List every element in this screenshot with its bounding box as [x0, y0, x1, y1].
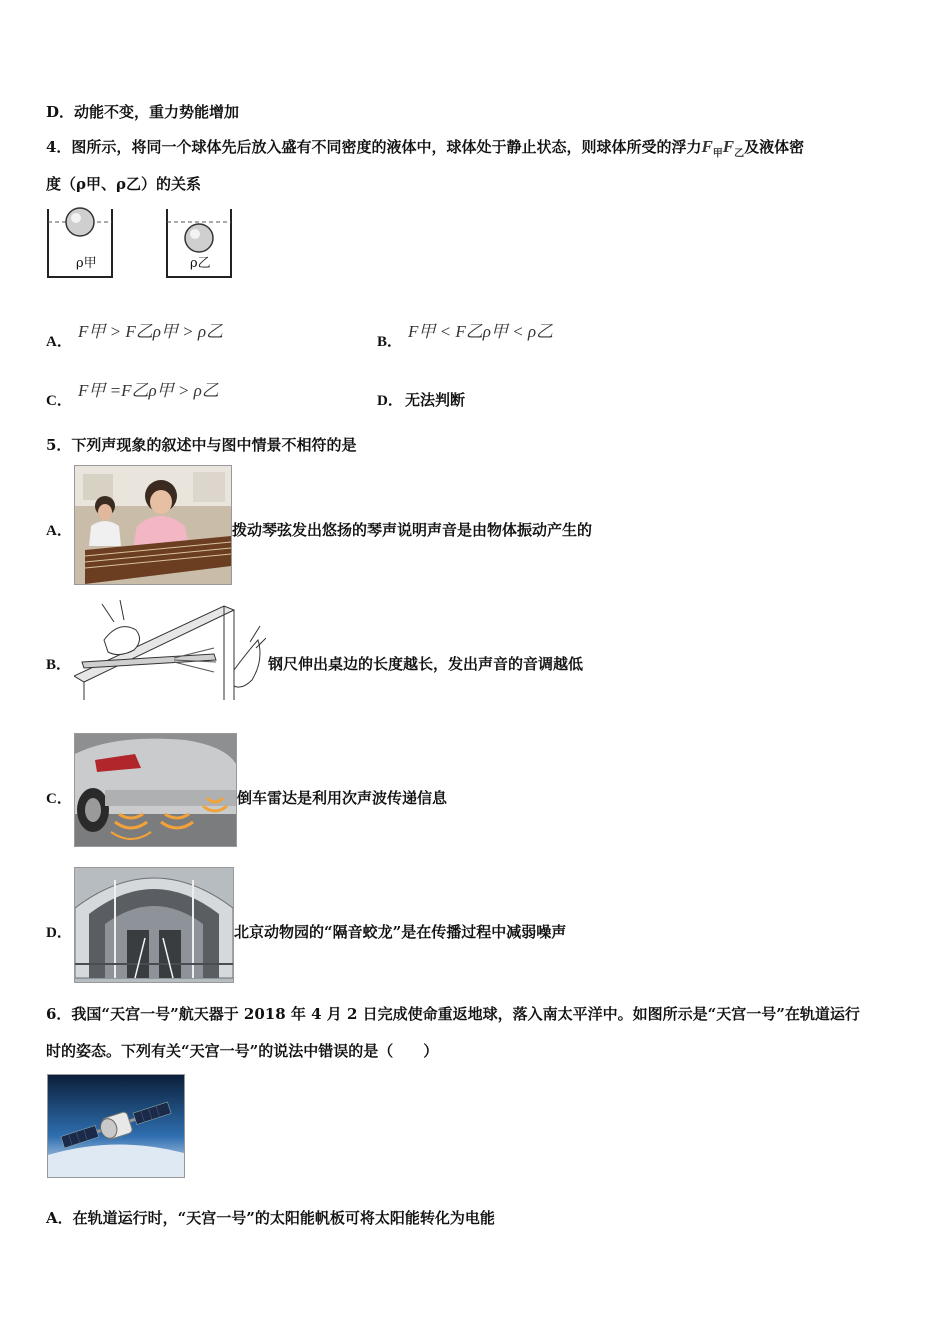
- beaker-jia-label: ρ甲: [76, 256, 97, 271]
- q4-option-b-formula: F甲 < F乙ρ甲 < ρ乙: [408, 322, 554, 341]
- q4-option-c-formula: F甲 =F乙ρ甲 > ρ乙: [78, 381, 219, 400]
- sound-barrier-photo: [74, 867, 234, 983]
- q5-option-d-text: 北京动物园的“隔音蛟龙”是在传播过程中减弱噪声: [234, 923, 567, 941]
- q6-stem-line2: 时的姿态。下列有关“天宫一号”的说法中错误的是（ ）: [46, 1042, 439, 1060]
- q4-stem-text: 4．图所示，将同一个球体先后放入盛有不同密度的液体中，球体处于静止状态，则球体所受的浮力: [46, 138, 702, 156]
- q4-option-d-text: 无法判断: [405, 391, 466, 409]
- q4-stem-f-jia: $F_甲F_乙$: [701, 137, 745, 160]
- q4-stem-tail: 及液体密: [744, 138, 805, 156]
- q5-option-a-letter: A．: [46, 523, 72, 539]
- q4-option-a-formula: F甲 > F乙ρ甲 > ρ乙: [78, 322, 224, 341]
- q3-option-d: D．动能不变，重力势能增加: [46, 103, 240, 121]
- q4-stem-line2: 度（ρ甲、ρ乙）的关系: [46, 175, 201, 193]
- q4-option-d-letter: D．: [377, 393, 403, 409]
- q4-option-c-letter: C．: [46, 393, 72, 409]
- q4-option-b-letter: B．: [377, 334, 403, 350]
- q5-option-b-text: 钢尺伸出桌边的长度越长，发出声音的音调越低: [268, 655, 584, 673]
- zither-photo: [74, 465, 232, 585]
- beakers-figure: [44, 205, 244, 283]
- q5-stem: 5．下列声现象的叙述中与图中情景不相符的是: [46, 436, 357, 454]
- q5-option-c-letter: C．: [46, 791, 72, 807]
- tiangong-photo: [47, 1074, 185, 1178]
- q6-stem-line1: 6．我国“天宫一号”航天器于 2018 年 4 月 2 日完成使命重返地球，落入南太平洋中。如图所示是“天宫一号”在轨道运行: [46, 1005, 860, 1023]
- q4-stem-line1: [46, 137, 804, 164]
- q5-option-d-letter: D．: [46, 925, 72, 941]
- steel-ruler-sketch: [74, 600, 266, 700]
- q5-option-a-text: 拨动琴弦发出悠扬的琴声说明声音是由物体振动产生的: [232, 521, 593, 539]
- q5-option-c-text: 倒车雷达是利用次声波传递信息: [237, 789, 448, 807]
- q4-option-a-letter: A．: [46, 334, 72, 350]
- q5-option-b-letter: B．: [46, 657, 72, 673]
- car-radar-photo: [74, 733, 237, 847]
- q6-option-a: A．在轨道运行时，“天宫一号”的太阳能帆板可将太阳能转化为电能: [46, 1209, 495, 1227]
- beaker-yi-label: ρ乙: [190, 256, 211, 271]
